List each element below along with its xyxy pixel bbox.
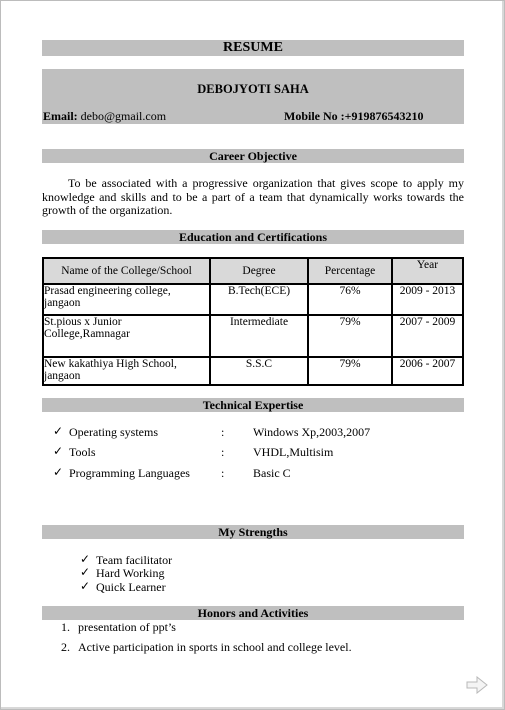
resume-title: RESUME bbox=[42, 40, 464, 56]
checkmark-icon: ✓ bbox=[53, 444, 64, 458]
table-header-row bbox=[43, 258, 463, 284]
section-heading-technical: Technical Expertise bbox=[42, 398, 464, 412]
email-value: debo@gmail.com bbox=[80, 109, 167, 123]
candidate-name: DEBOJYOTI SAHA bbox=[197, 82, 309, 96]
column-header: Degree bbox=[210, 258, 308, 284]
list-number: 1. bbox=[61, 620, 70, 634]
table-cell: St.pious x Junior College,Ramnagar bbox=[43, 315, 210, 357]
table-row bbox=[43, 284, 463, 315]
education-table bbox=[42, 257, 464, 386]
table-cell: 2009 - 2013 bbox=[392, 284, 463, 315]
tech-value: Basic C bbox=[253, 466, 291, 480]
table-cell: 76% bbox=[308, 284, 392, 315]
table-cell: 79% bbox=[308, 357, 392, 385]
column-header: Percentage bbox=[308, 258, 392, 284]
next-page-arrow-icon[interactable] bbox=[466, 676, 488, 694]
section-heading-strengths: My Strengths bbox=[42, 525, 464, 539]
email-line bbox=[43, 109, 166, 123]
mobile-label: Mobile No : bbox=[284, 109, 345, 123]
section-heading-career: Career Objective bbox=[42, 149, 464, 163]
mobile-line bbox=[284, 109, 424, 123]
column-header: Name of the College/School bbox=[43, 258, 210, 284]
strength-item: Hard Working bbox=[96, 566, 165, 580]
tech-separator: : bbox=[221, 466, 225, 480]
tech-separator: : bbox=[221, 425, 225, 439]
strength-item: Team facilitator bbox=[96, 553, 173, 567]
tech-separator: : bbox=[221, 445, 225, 459]
table-row bbox=[43, 357, 463, 385]
column-header: Year bbox=[392, 258, 463, 284]
mobile-value: +919876543210 bbox=[344, 109, 424, 123]
email-label: Email: bbox=[43, 109, 78, 123]
table-cell: B.Tech(ECE) bbox=[210, 284, 308, 315]
strength-item: Quick Learner bbox=[96, 580, 166, 594]
table-cell: 79% bbox=[308, 315, 392, 357]
table-cell: 2007 - 2009 bbox=[392, 315, 463, 357]
section-heading-education: Education and Certifications bbox=[42, 230, 464, 244]
table-cell: New kakathiya High School, jangaon bbox=[43, 357, 210, 385]
table-row bbox=[43, 315, 463, 357]
checkmark-icon: ✓ bbox=[53, 465, 64, 479]
tech-label: Operating systems bbox=[69, 425, 158, 439]
tech-value: VHDL,Multisim bbox=[253, 445, 334, 459]
table-cell: Intermediate bbox=[210, 315, 308, 357]
table-cell: 2006 - 2007 bbox=[392, 357, 463, 385]
honor-item: Active participation in sports in school and college level. bbox=[78, 640, 352, 654]
checkmark-icon: ✓ bbox=[80, 565, 91, 579]
career-objective-text: To be associated with a progressive organization that gives scope to apply my knowledge and skills and to be a part of a team that dynamically works towards the growth of the organization. bbox=[42, 176, 464, 217]
list-number: 2. bbox=[61, 640, 70, 654]
section-heading-honors: Honors and Activities bbox=[42, 606, 464, 620]
table-cell: S.S.C bbox=[210, 357, 308, 385]
checkmark-icon: ✓ bbox=[53, 424, 64, 438]
checkmark-icon: ✓ bbox=[80, 579, 91, 593]
table-cell: Prasad engineering college, jangaon bbox=[43, 284, 210, 315]
tech-value: Windows Xp,2003,2007 bbox=[253, 425, 371, 439]
honor-item: presentation of ppt’s bbox=[78, 620, 176, 634]
tech-label: Tools bbox=[69, 445, 96, 459]
checkmark-icon: ✓ bbox=[80, 552, 91, 566]
tech-label: Programming Languages bbox=[69, 466, 190, 480]
